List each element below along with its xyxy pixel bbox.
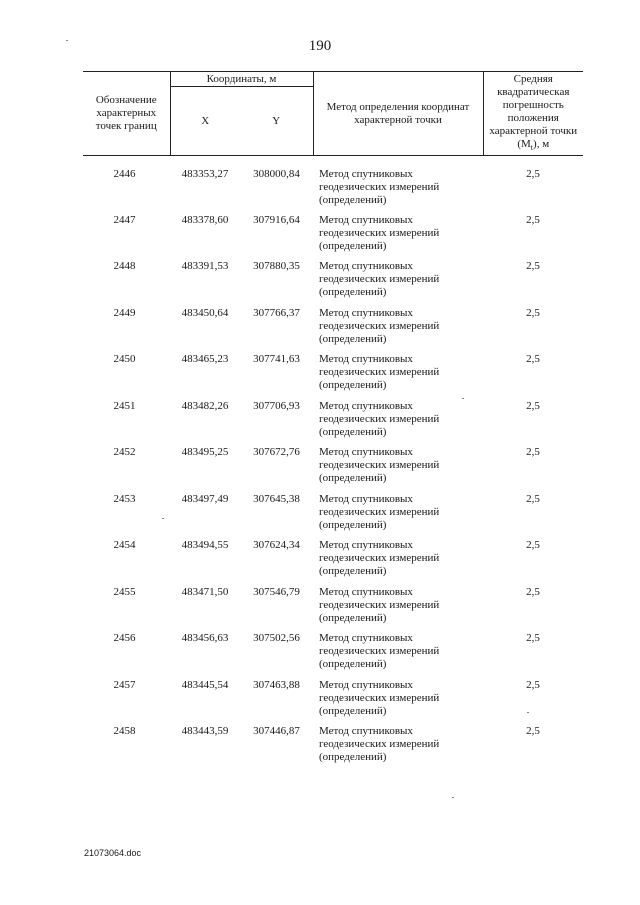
coord-x: 483456,63: [181, 632, 229, 644]
method: Метод спутниковых геодезических измерений (определений): [319, 260, 440, 298]
error-value: 2,5: [526, 492, 540, 505]
coord-y: 307880,35: [253, 260, 300, 272]
method: Метод спутниковых геодезических измерений (определений): [319, 585, 440, 624]
coord-y: 307645,38: [253, 492, 300, 505]
error-value: 2,5: [526, 539, 540, 551]
table-row: [83, 400, 583, 447]
coord-x: 483465,23: [181, 353, 229, 365]
header-error-unit: $(M_t)$, м: [517, 137, 550, 153]
coord-x: 483450,64: [181, 306, 229, 319]
coord-y: 307546,79: [253, 585, 300, 598]
coord-y: 307741,63: [253, 353, 300, 365]
error-value: 2,5: [526, 260, 540, 272]
method: Метод спутниковых геодезических измерений (определений): [319, 492, 440, 531]
method: Метод спутниковых геодезических измерений (определений): [319, 725, 440, 763]
point-id: 2455: [113, 585, 136, 598]
method: Метод спутниковых геодезических измерений (определений): [319, 446, 440, 484]
coord-x: 483494,55: [181, 539, 229, 551]
table-row: [83, 214, 583, 261]
error-value: 2,5: [526, 446, 540, 458]
coord-x: 483378,60: [181, 213, 229, 226]
coord-x: 483482,26: [181, 399, 229, 412]
error-value: 2,5: [526, 306, 540, 319]
point-id: 2448: [113, 260, 136, 272]
header-point-id: Обозначение характерных точек границ: [83, 72, 170, 156]
table-row: [83, 353, 583, 400]
table-row: [83, 539, 583, 586]
table-row: [83, 260, 583, 307]
table-header: [83, 72, 583, 156]
header-error-main: Средняя квадратическая погрешность положения характерной точки: [489, 72, 578, 137]
coordinates-table: [83, 71, 583, 772]
table-row: [83, 493, 583, 540]
coord-x: 483445,54: [181, 678, 229, 691]
coord-y: 307624,34: [253, 539, 300, 551]
header-error: [483, 72, 583, 156]
header-y: Y: [240, 87, 313, 156]
point-id: 2454: [113, 539, 136, 551]
coord-x: 483391,53: [181, 260, 229, 272]
table-row: [83, 586, 583, 633]
table-row: [83, 679, 583, 726]
coord-y: 307706,93: [253, 399, 300, 412]
coord-x: 483443,59: [181, 725, 229, 737]
method: Метод спутниковых геодезических измерений (определений): [319, 213, 440, 252]
method: Метод спутниковых геодезических измерений (определений): [319, 353, 440, 391]
point-id: 2450: [113, 353, 136, 365]
error-value: 2,5: [526, 632, 540, 644]
table-row: [83, 446, 583, 493]
point-id: 2451: [113, 399, 136, 412]
coord-y: 307502,56: [253, 632, 300, 644]
header-x: X: [170, 87, 240, 156]
table-row: [83, 156, 583, 214]
coord-x: 483353,27: [181, 168, 229, 180]
point-id: 2447: [113, 213, 136, 226]
method: Метод спутниковых геодезических измерений (определений): [319, 632, 440, 670]
coord-x: 483495,25: [181, 446, 229, 458]
point-id: 2457: [113, 678, 136, 691]
table-row: [83, 632, 583, 679]
point-id: 2446: [113, 168, 136, 180]
method: Метод спутниковых геодезических измерений (определений): [319, 168, 440, 206]
table-body: [83, 156, 583, 772]
error-value: 2,5: [526, 168, 540, 180]
error-value: 2,5: [526, 353, 540, 365]
method: Метод спутниковых геодезических измерений (определений): [319, 306, 440, 345]
coord-x: 483471,50: [181, 585, 229, 598]
error-value: 2,5: [526, 585, 540, 598]
coord-y: 307446,87: [253, 725, 300, 737]
method: Метод спутниковых геодезических измерений (определений): [319, 678, 440, 717]
error-value: 2,5: [526, 213, 540, 226]
point-id: 2456: [113, 632, 136, 644]
document-filename: 21073064.doc: [84, 848, 142, 858]
coord-y: 307463,88: [253, 678, 300, 691]
coord-y: 307672,76: [253, 446, 300, 458]
coord-y: 307916,64: [253, 213, 300, 226]
error-value: 2,5: [526, 678, 540, 691]
coord-x: 483497,49: [181, 492, 229, 505]
page-number: 190: [308, 38, 332, 54]
error-value: 2,5: [526, 725, 540, 737]
header-coordinates-group: Координаты, м: [170, 72, 313, 87]
table-row: [83, 725, 583, 772]
header-method: Метод определения координат характерной точки: [313, 72, 483, 156]
method: Метод спутниковых геодезических измерений (определений): [319, 539, 440, 577]
method: Метод спутниковых геодезических измерений (определений): [319, 399, 440, 438]
coord-y: 307766,37: [253, 306, 300, 319]
point-id: 2449: [113, 306, 136, 319]
point-id: 2453: [113, 492, 136, 505]
table-row: [83, 307, 583, 354]
point-id: 2452: [113, 446, 136, 458]
error-value: 2,5: [526, 399, 540, 412]
coord-y: 308000,84: [253, 168, 300, 180]
point-id: 2458: [113, 725, 136, 737]
